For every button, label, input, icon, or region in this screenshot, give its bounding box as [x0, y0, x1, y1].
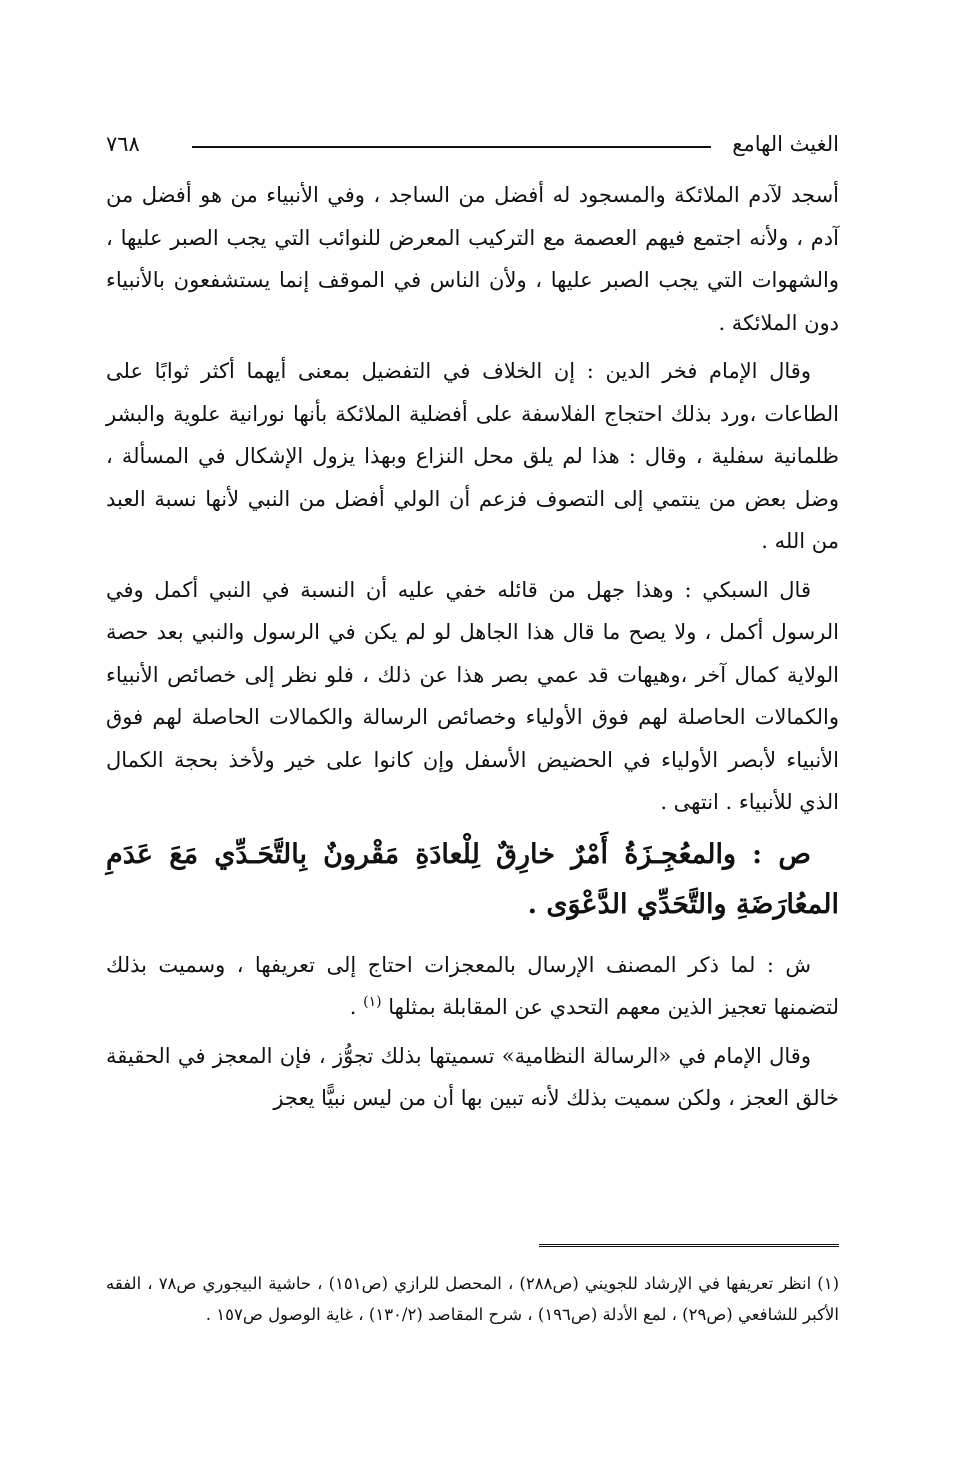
page-header: [106, 128, 839, 162]
footnotes: [106, 1268, 839, 1330]
body-text: [106, 174, 839, 1120]
paragraph-sharh-definition: [106, 944, 839, 1029]
sharh-text-end: .: [349, 995, 357, 1019]
matn-text: ص : والمعُجِـزَةُ أَمْرٌ خارِقٌ لِلْعادَةِ مَقْرونٌ بِالتَّحَـدِّي مَعَ عَدَمِ المعُارَضَةِ والتَّحَدِّي الدَّعْوَى .: [106, 838, 839, 920]
paragraph-subki: قال السبكي : وهذا جهل من قائله خفي عليه أن النسبة في النبي أكمل وفي الرسول أكمل ، ولا يصح ما قال هذا الجاهل لو لم يكن في الرسول والنبي بعد حصة الولاية كمال آخر ،وهيهات قد عمي بصر هذا عن ذلك ، فلو نظر إلى خصائص الأنبياء والكمالات الحاصلة لهم فوق الأولياء وخصائص الرسالة والكمالات الحاصلة لهم فوق الأنبياء لأبصر الأولياء في الحضيض الأسفل وإن كانوا على خير ولأخذ بحجة الكمال الذي للأنبياء . انتهى .: [106, 577, 839, 814]
sharh-text: ش : لما ذكر المصنف الإرسال بالمعجزات احتاج إلى تعريفها ، وسميت بذلك لتضمنها تعجيز الذين معهم التحدي عن المقابلة بمثلها: [106, 952, 839, 1019]
paragraph-risala-nizamiyya: وقال الإمام في «الرسالة النظامية» تسميتها بذلك تجوُّز ، فإن المعجز في الحقيقة خالق العجز ، ولكن سميت بذلك لأنه تبين بها أن من ليس نبيًّا يعجز: [106, 1043, 839, 1110]
page-number: ٧٦٨: [106, 132, 140, 156]
footnote-1: (١) انظر تعريفها في الإرشاد للجويني (ص٢٨٨) ، المحصل للرازي (ص١٥١) ، حاشية البيجوري ص٧٨ ، الفقه الأكبر للشافعي (ص٢٩) ، لمع الأدلة (ص١٩٦) ، شرح المقاصد (١٣٠/٢) ، غاية الوصول ص١٥٧ .: [106, 1274, 839, 1324]
book-page: [106, 128, 839, 1378]
running-title: الغيث الهامع: [732, 132, 839, 156]
header-rule: [192, 146, 711, 148]
paragraph-fakhr-al-din: وقال الإمام فخر الدين : إن الخلاف في التفضيل بمعنى أيهما أكثر ثوابًا على الطاعات ،ورد بذلك احتجاج الفلاسفة على أفضلية الملائكة بأنها نورانية علوية والبشر ظلمانية سفلية ، وقال : هذا لم يلق محل النزاع وبهذا يزول الإشكال في المسألة ، وضل بعض من ينتمي إلى التصوف فزعم أن الولي أفضل من النبي لأنها نسبة العبد من الله .: [106, 359, 839, 553]
footnote-reference[interactable]: (١): [363, 994, 382, 1010]
footnote-separator: [539, 1244, 839, 1247]
paragraph-continuation: أسجد لآدم الملائكة والمسجود له أفضل من الساجد ، وفي الأنبياء من هو أفضل من آدم ، ولأنه اجتمع فيهم العصمة مع التركيب المعرض للنوائب التي يجب الصبر عليها ، والشهوات التي يجب الصبر عليها ، ولأن الناس في الموقف إنما يستشفعون بالأنبياء دون الملائكة .: [106, 183, 839, 335]
